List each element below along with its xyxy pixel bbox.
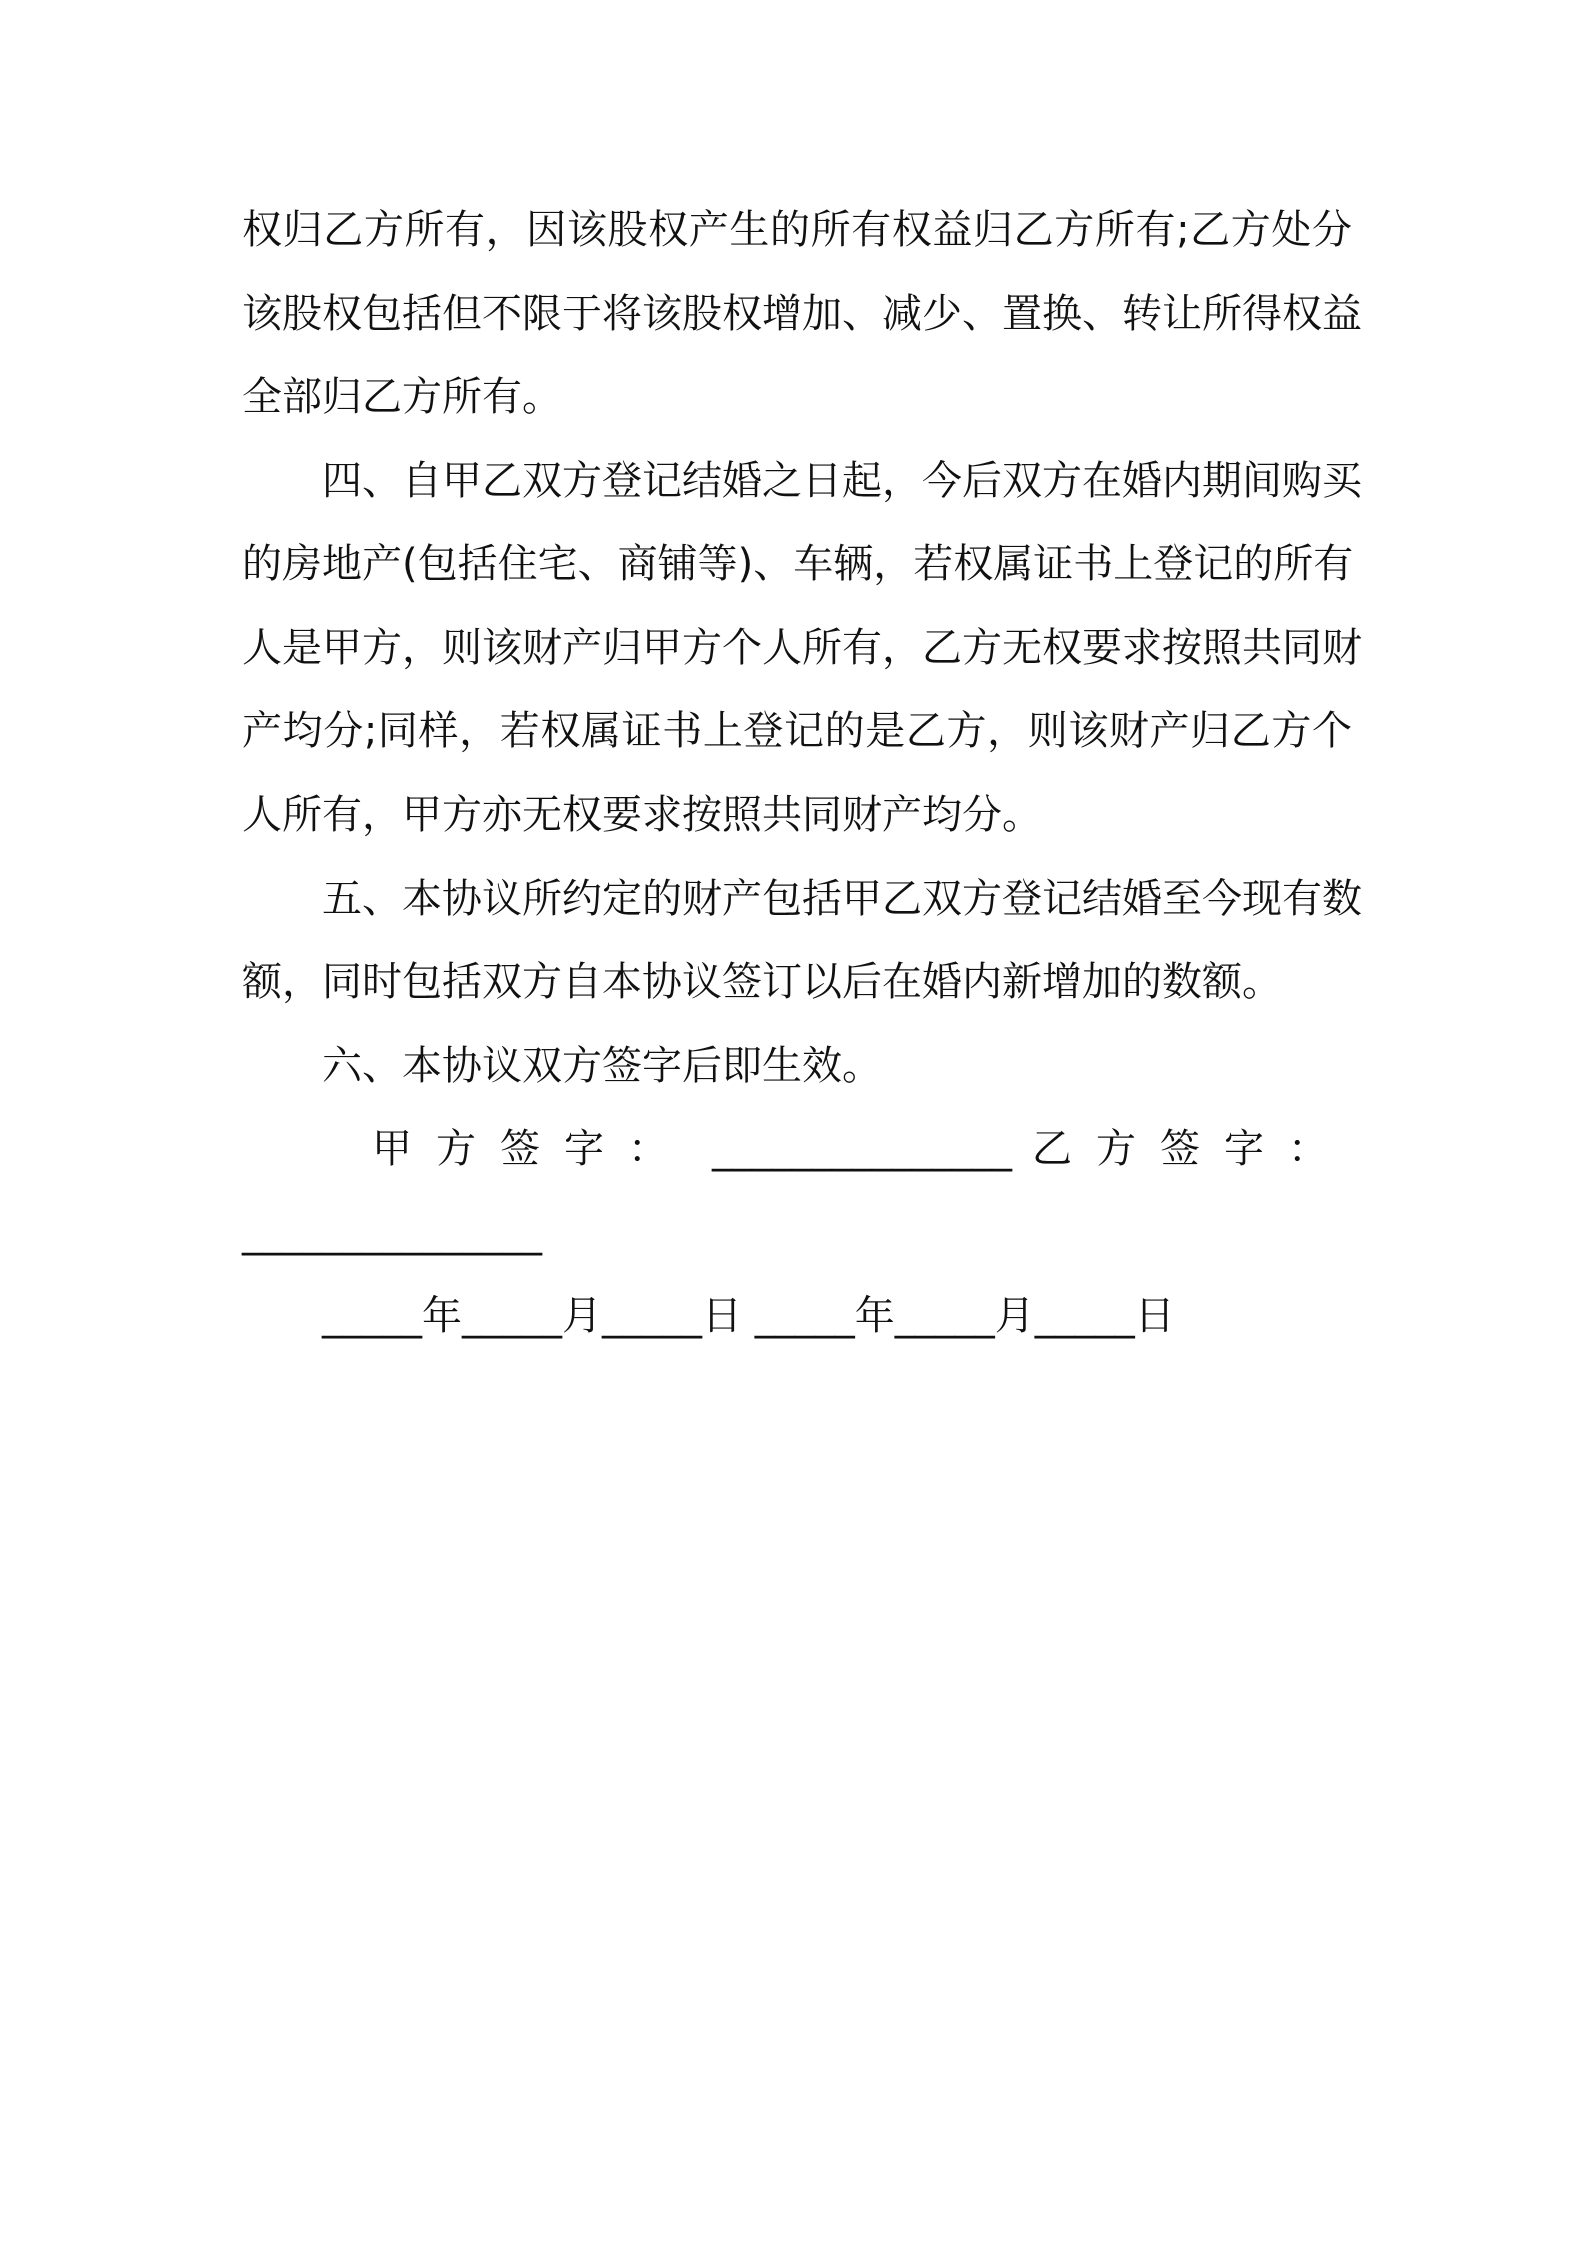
date-row bbox=[322, 1292, 1175, 1340]
party-a-signature-blank[interactable]: _______________ bbox=[712, 1126, 1012, 1172]
paragraph-3-line-3: 全部归乙方所有。 bbox=[242, 374, 562, 420]
party-b-signature-blank[interactable]: _______________ bbox=[242, 1210, 542, 1256]
party-a-signature-label: 甲方签字： bbox=[372, 1126, 692, 1172]
paragraph-4-line-5: 人所有，甲方亦无权要求按照共同财产均分。 bbox=[242, 792, 1042, 838]
paragraph-3-line-2: 该股权包括但不限于将该股权增加、减少、置换、转让所得权益 bbox=[242, 291, 1362, 337]
paragraph-4-line-4: 产均分;同样，若权属证书上登记的是乙方，则该财产归乙方个 bbox=[242, 708, 1352, 754]
paragraph-6-line-1: 六、本协议双方签字后即生效。 bbox=[322, 1043, 882, 1089]
party-a-date[interactable]: _____年_____月_____日 bbox=[322, 1293, 742, 1339]
paragraph-3-line-1: 权归乙方所有，因该股权产生的所有权益归乙方所有;乙方处分 bbox=[242, 207, 1352, 253]
paragraph-5-line-1: 五、本协议所约定的财产包括甲乙双方登记结婚至今现有数 bbox=[322, 876, 1362, 922]
paragraph-4-line-3: 人是甲方，则该财产归甲方个人所有，乙方无权要求按照共同财 bbox=[242, 625, 1362, 671]
paragraph-4-line-1: 四、自甲乙双方登记结婚之日起，今后双方在婚内期间购买 bbox=[322, 458, 1362, 504]
paragraph-5-line-2: 额，同时包括双方自本协议签订以后在婚内新增加的数额。 bbox=[242, 959, 1282, 1005]
party-b-signature-label: 乙方签字： bbox=[1032, 1126, 1352, 1172]
signature-row bbox=[372, 1125, 1352, 1173]
party-b-date[interactable]: _____年_____月_____日 bbox=[754, 1293, 1175, 1339]
paragraph-4-line-2: 的房地产(包括住宅、商铺等)、车辆，若权属证书上登记的所有 bbox=[242, 541, 1354, 587]
